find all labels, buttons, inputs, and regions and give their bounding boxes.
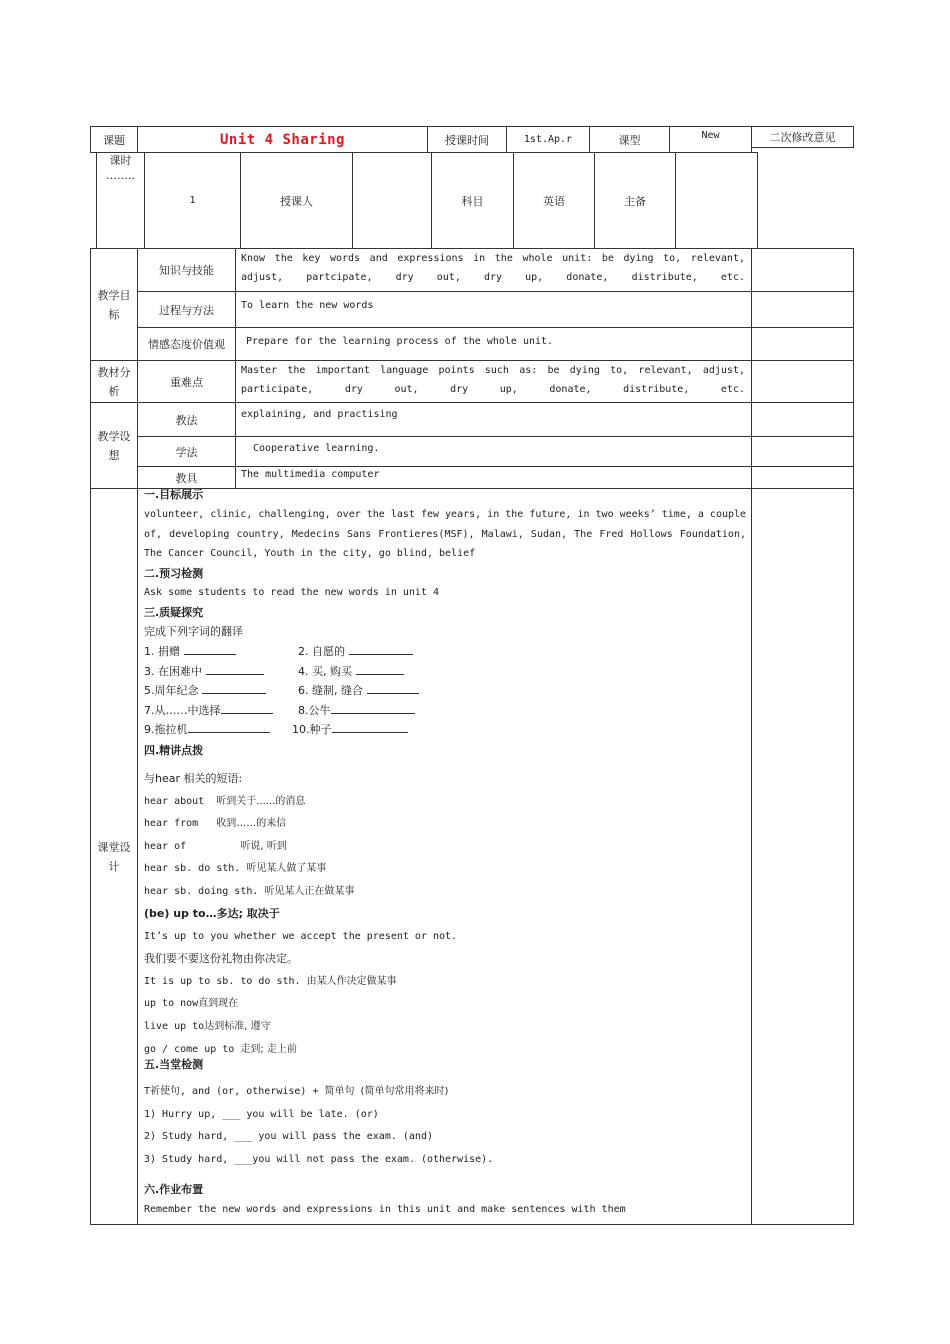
section-title: 六.作业布置: [144, 1183, 204, 1196]
section-title: 三.质疑探究: [144, 606, 204, 619]
test-intro: T祈使句, and (or, otherwise) + 简单句 (简单句常用将来时): [144, 1086, 449, 1097]
time-label: 授课时间: [427, 126, 507, 153]
date-cell: [506, 126, 590, 153]
tool-label: 教具: [137, 466, 236, 489]
translation-item: 2. 自愿的: [298, 644, 413, 660]
subject-cell: [513, 152, 595, 249]
key-label: 重难点: [137, 360, 236, 403]
process-cell: [235, 291, 752, 328]
example-line: It’s up to you whether we accept the present or not.: [144, 931, 458, 942]
hear-intro: 与hear 相关的短语:: [144, 772, 243, 785]
period-value: 1: [189, 195, 196, 206]
tool-text: The multimedia computer: [241, 469, 380, 480]
translation-item: 1. 捐赠: [144, 644, 236, 660]
knowledge-cell: [235, 248, 752, 292]
key-text: Master the important language points such as: be dying to, relevant, adjust, participate, dry out, dry up, donate, distribute, etc.: [241, 365, 745, 395]
translation-item: 5.周年纪念: [144, 683, 266, 699]
phrase-line: hear sb. doing sth. 听见某人正在做某事: [144, 886, 355, 897]
section-title: 一.目标展示: [144, 488, 204, 501]
translation-item: 9.拖拉机: [144, 722, 270, 738]
analysis-label: 教材分析: [90, 360, 138, 403]
key-cell: [235, 360, 752, 403]
design-label: 教学设想: [90, 402, 138, 489]
revision-label: 二次修改意见: [751, 126, 854, 148]
study-cell: [235, 436, 752, 467]
type-value: New: [701, 130, 720, 141]
phrase-line: hear of 听说, 听到: [144, 841, 287, 852]
lesson-title-cell: [137, 126, 428, 153]
subject-value: 英语: [543, 194, 565, 208]
method-text: explaining, and practising: [241, 409, 398, 420]
vocab-line: The Cancer Council, Youth in the city, go blind, belief: [144, 548, 476, 559]
homework-line: Remember the new words and expressions in this unit and make sentences with them: [144, 1204, 626, 1215]
example-line: 我们要不要这份礼物由你决定。: [144, 952, 298, 965]
revision-cell: [751, 436, 854, 467]
topic-label: 课题: [90, 126, 138, 153]
revision-cell: [751, 248, 854, 292]
lesson-content: [137, 488, 752, 1225]
preview-line: Ask some students to read the new words in unit 4: [144, 587, 440, 598]
method-label: 教法: [137, 402, 236, 437]
date-value: 1st.Ap.r: [523, 134, 573, 145]
teacher-cell: [352, 152, 432, 249]
example-line: It is up to sb. to do sth. 由某人作决定做某事: [144, 976, 397, 987]
phrase-line: hear about 听到关于......的消息: [144, 796, 306, 807]
goals-label: 教学目标: [90, 248, 138, 361]
revision-cell: [751, 466, 854, 489]
revision-cell: [751, 291, 854, 328]
knowledge-label: 知识与技能: [137, 248, 236, 292]
example-line: live up to达到标准, 遵守: [144, 1021, 271, 1032]
tool-cell: [235, 466, 752, 489]
section-title: 五.当堂检测: [144, 1058, 204, 1071]
lesson-label: 课堂设计: [90, 488, 138, 1225]
revision-cell: [751, 360, 854, 403]
translation-item: 3. 在困难中: [144, 664, 264, 680]
revision-cell: [751, 488, 854, 1225]
up-to-title: (be) up to…多达; 取决于: [144, 907, 280, 920]
translation-item: 7.从……中选择: [144, 703, 273, 719]
period-label: 课时 ……..: [96, 152, 145, 249]
emotion-label: 情感态度价值观: [137, 327, 236, 361]
section-title: 四.精讲点拨: [144, 744, 204, 757]
lesson-title: Unit 4 Sharing: [219, 131, 345, 148]
translation-item: 10.种子: [292, 722, 408, 738]
example-line: go / come up to 走到; 走上前: [144, 1044, 297, 1055]
phrase-line: hear sb. do sth. 听见某人做了某事: [144, 863, 327, 874]
section-title: 二.预习检测: [144, 567, 204, 580]
prep-label: 主备: [594, 152, 676, 249]
type-cell: [669, 126, 752, 153]
test-question: 1) Hurry up, ___ you will be late. (or): [144, 1109, 379, 1120]
type-label: 课型: [589, 126, 670, 153]
subject-label: 科目: [431, 152, 514, 249]
translation-item: 6. 缝制, 缝合: [298, 683, 419, 699]
study-text: Cooperative learning.: [253, 443, 380, 454]
revision-cell: [751, 402, 854, 437]
translation-intro: 完成下列字词的翻译: [144, 625, 243, 638]
teacher-label: 授课人: [240, 152, 353, 249]
study-label: 学法: [137, 436, 236, 467]
translation-item: 4. 买, 购买: [298, 664, 404, 680]
revision-cell: [751, 327, 854, 361]
vocab-line: of, developing country, Medecins Sans Frontieres(MSF), Malawi, Sudan, The Fred Hollows Foundation,: [144, 529, 746, 540]
emotion-cell: [235, 327, 752, 361]
method-cell: [235, 402, 752, 437]
period-cell: [144, 152, 241, 249]
test-question: 2) Study hard, ___ you will pass the exam. (and): [144, 1131, 433, 1142]
translation-item: 8.公牛: [298, 703, 415, 719]
phrase-line: hear from 收到……的来信: [144, 818, 287, 829]
vocab-line: volunteer, clinic, challenging, over the last few years, in the future, in two weeks’ time, a couple: [144, 509, 747, 520]
example-line: up to now直到现在: [144, 998, 239, 1009]
process-text: To learn the new words: [241, 300, 374, 311]
process-label: 过程与方法: [137, 291, 236, 328]
emotion-text: Prepare for the learning process of the whole unit.: [246, 336, 554, 347]
prep-cell: [675, 152, 758, 249]
knowledge-text: Know the key words and expressions in the whole unit: be dying to, relevant, adjust, partcipate, dry out, dry up, donate, distribute, etc.: [241, 253, 745, 283]
test-question: 3) Study hard, ___you will not pass the exam. (otherwise).: [144, 1154, 494, 1165]
